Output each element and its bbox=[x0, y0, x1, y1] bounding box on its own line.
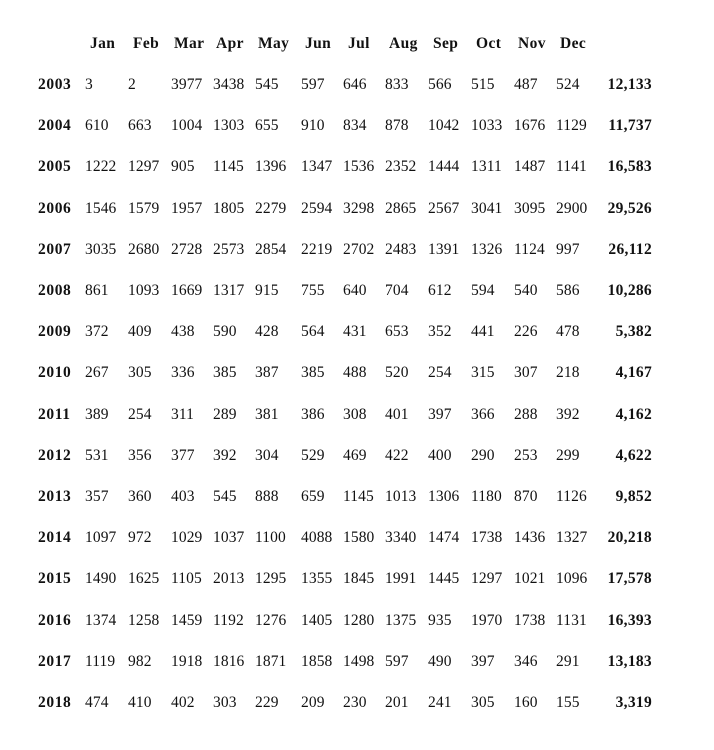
year-label: 2004 bbox=[38, 117, 72, 134]
month-value: 218 bbox=[556, 364, 580, 381]
month-value: 387 bbox=[255, 364, 279, 381]
month-value: 290 bbox=[471, 447, 495, 464]
month-value: 2279 bbox=[255, 200, 287, 217]
year-label: 2007 bbox=[38, 241, 72, 258]
month-value: 2680 bbox=[128, 241, 160, 258]
month-value: 1192 bbox=[213, 612, 244, 629]
month-value: 401 bbox=[385, 406, 409, 423]
month-value: 1374 bbox=[85, 612, 117, 629]
month-value: 590 bbox=[213, 323, 237, 340]
year-label: 2016 bbox=[38, 612, 72, 629]
month-value: 438 bbox=[171, 323, 195, 340]
month-value: 1391 bbox=[428, 241, 460, 258]
month-value: 254 bbox=[128, 406, 152, 423]
month-value: 612 bbox=[428, 282, 452, 299]
month-value: 253 bbox=[514, 447, 538, 464]
month-value: 1970 bbox=[471, 612, 503, 629]
year-label: 2009 bbox=[38, 323, 72, 340]
year-total: 5,382 bbox=[615, 323, 652, 340]
year-total: 16,393 bbox=[607, 612, 652, 629]
month-value: 2483 bbox=[385, 241, 417, 258]
year-label: 2017 bbox=[38, 653, 72, 670]
month-value: 2352 bbox=[385, 158, 417, 175]
month-value: 1459 bbox=[171, 612, 203, 629]
month-value: 305 bbox=[471, 694, 495, 711]
month-value: 1297 bbox=[471, 570, 503, 587]
month-value: 597 bbox=[385, 653, 409, 670]
month-value: 3438 bbox=[213, 76, 245, 93]
year-total: 16,583 bbox=[607, 158, 652, 175]
month-value: 1141 bbox=[556, 158, 587, 175]
month-value: 1375 bbox=[385, 612, 417, 629]
month-value: 1306 bbox=[428, 488, 460, 505]
year-total: 4,167 bbox=[615, 364, 652, 381]
month-value: 1124 bbox=[514, 241, 545, 258]
month-value: 372 bbox=[85, 323, 109, 340]
year-total: 4,622 bbox=[615, 447, 652, 464]
month-value: 1487 bbox=[514, 158, 546, 175]
month-value: 3 bbox=[85, 76, 93, 93]
month-value: 422 bbox=[385, 447, 409, 464]
year-total: 26,112 bbox=[608, 241, 652, 258]
month-value: 1145 bbox=[213, 158, 244, 175]
month-value: 529 bbox=[301, 447, 325, 464]
month-value: 254 bbox=[428, 364, 452, 381]
month-value: 704 bbox=[385, 282, 409, 299]
month-value: 1498 bbox=[343, 653, 375, 670]
month-value: 1105 bbox=[171, 570, 202, 587]
year-label: 2008 bbox=[38, 282, 72, 299]
month-value: 311 bbox=[171, 406, 194, 423]
month-value: 1295 bbox=[255, 570, 287, 587]
month-value: 397 bbox=[471, 653, 495, 670]
month-value: 397 bbox=[428, 406, 452, 423]
month-value: 4088 bbox=[301, 529, 333, 546]
year-total: 9,852 bbox=[615, 488, 652, 505]
month-value: 1276 bbox=[255, 612, 287, 629]
month-value: 3977 bbox=[171, 76, 203, 93]
month-value: 410 bbox=[128, 694, 152, 711]
year-label: 2014 bbox=[38, 529, 72, 546]
month-value: 878 bbox=[385, 117, 409, 134]
month-value: 861 bbox=[85, 282, 109, 299]
month-header: Jun bbox=[305, 35, 332, 52]
month-value: 2 bbox=[128, 76, 136, 93]
month-value: 1004 bbox=[171, 117, 203, 134]
month-value: 209 bbox=[301, 694, 325, 711]
month-value: 1097 bbox=[85, 529, 117, 546]
month-value: 403 bbox=[171, 488, 195, 505]
month-value: 1845 bbox=[343, 570, 375, 587]
month-value: 478 bbox=[556, 323, 580, 340]
month-value: 1918 bbox=[171, 653, 203, 670]
month-header: Sep bbox=[433, 35, 459, 52]
month-value: 441 bbox=[471, 323, 495, 340]
month-value: 1580 bbox=[343, 529, 375, 546]
month-value: 520 bbox=[385, 364, 409, 381]
month-value: 2702 bbox=[343, 241, 375, 258]
month-value: 833 bbox=[385, 76, 409, 93]
year-total: 17,578 bbox=[607, 570, 652, 587]
month-value: 564 bbox=[301, 323, 325, 340]
month-value: 905 bbox=[171, 158, 195, 175]
month-value: 1445 bbox=[428, 570, 460, 587]
month-value: 1258 bbox=[128, 612, 160, 629]
month-value: 531 bbox=[85, 447, 109, 464]
month-value: 1145 bbox=[343, 488, 374, 505]
month-value: 3298 bbox=[343, 200, 375, 217]
month-value: 160 bbox=[514, 694, 538, 711]
month-value: 653 bbox=[385, 323, 409, 340]
month-value: 1676 bbox=[514, 117, 546, 134]
month-value: 1347 bbox=[301, 158, 333, 175]
month-value: 1326 bbox=[471, 241, 503, 258]
month-value: 289 bbox=[213, 406, 237, 423]
month-value: 655 bbox=[255, 117, 279, 134]
month-value: 1816 bbox=[213, 653, 245, 670]
month-value: 2573 bbox=[213, 241, 245, 258]
month-value: 982 bbox=[128, 653, 152, 670]
year-total: 20,218 bbox=[607, 529, 652, 546]
month-header: Apr bbox=[216, 35, 244, 52]
month-header: Jul bbox=[348, 35, 370, 52]
month-value: 308 bbox=[343, 406, 367, 423]
year-label: 2011 bbox=[38, 406, 71, 423]
year-total: 13,183 bbox=[607, 653, 652, 670]
year-label: 2018 bbox=[38, 694, 72, 711]
month-value: 1327 bbox=[556, 529, 588, 546]
month-header: Nov bbox=[518, 35, 546, 52]
month-header: May bbox=[258, 35, 290, 52]
month-value: 646 bbox=[343, 76, 367, 93]
month-value: 385 bbox=[301, 364, 325, 381]
month-value: 1474 bbox=[428, 529, 460, 546]
month-value: 346 bbox=[514, 653, 538, 670]
month-value: 1297 bbox=[128, 158, 160, 175]
year-total: 29,526 bbox=[607, 200, 652, 217]
month-value: 1100 bbox=[255, 529, 286, 546]
year-total: 4,162 bbox=[615, 406, 652, 423]
month-value: 610 bbox=[85, 117, 109, 134]
month-value: 241 bbox=[428, 694, 452, 711]
month-value: 291 bbox=[556, 653, 580, 670]
month-value: 392 bbox=[213, 447, 237, 464]
month-value: 385 bbox=[213, 364, 237, 381]
month-value: 915 bbox=[255, 282, 279, 299]
month-value: 487 bbox=[514, 76, 538, 93]
year-label: 2010 bbox=[38, 364, 72, 381]
month-value: 3035 bbox=[85, 241, 117, 258]
month-value: 303 bbox=[213, 694, 237, 711]
month-value: 1096 bbox=[556, 570, 588, 587]
month-value: 2854 bbox=[255, 241, 287, 258]
month-value: 392 bbox=[556, 406, 580, 423]
month-value: 972 bbox=[128, 529, 152, 546]
month-value: 1317 bbox=[213, 282, 245, 299]
month-value: 1013 bbox=[385, 488, 417, 505]
month-value: 566 bbox=[428, 76, 452, 93]
month-value: 3095 bbox=[514, 200, 546, 217]
month-value: 230 bbox=[343, 694, 367, 711]
month-value: 1033 bbox=[471, 117, 503, 134]
year-total: 12,133 bbox=[607, 76, 652, 93]
month-value: 357 bbox=[85, 488, 109, 505]
month-value: 352 bbox=[428, 323, 452, 340]
month-value: 1180 bbox=[471, 488, 502, 505]
month-value: 307 bbox=[514, 364, 538, 381]
month-value: 1037 bbox=[213, 529, 245, 546]
month-value: 515 bbox=[471, 76, 495, 93]
month-value: 226 bbox=[514, 323, 538, 340]
month-value: 594 bbox=[471, 282, 495, 299]
month-value: 428 bbox=[255, 323, 279, 340]
month-value: 1311 bbox=[471, 158, 502, 175]
month-header: Feb bbox=[133, 35, 160, 52]
month-header: Oct bbox=[476, 35, 502, 52]
month-value: 663 bbox=[128, 117, 152, 134]
month-value: 474 bbox=[85, 694, 109, 711]
month-value: 1131 bbox=[556, 612, 587, 629]
month-value: 431 bbox=[343, 323, 367, 340]
month-value: 1405 bbox=[301, 612, 333, 629]
month-value: 1280 bbox=[343, 612, 375, 629]
month-value: 304 bbox=[255, 447, 279, 464]
month-value: 201 bbox=[385, 694, 409, 711]
month-value: 377 bbox=[171, 447, 195, 464]
month-value: 299 bbox=[556, 447, 580, 464]
month-value: 1490 bbox=[85, 570, 117, 587]
month-value: 3340 bbox=[385, 529, 417, 546]
month-header: Aug bbox=[389, 35, 418, 52]
month-value: 1222 bbox=[85, 158, 117, 175]
month-value: 2728 bbox=[171, 241, 203, 258]
month-value: 305 bbox=[128, 364, 152, 381]
year-total: 10,286 bbox=[607, 282, 652, 299]
month-value: 1805 bbox=[213, 200, 245, 217]
month-value: 2900 bbox=[556, 200, 588, 217]
month-header: Jan bbox=[90, 35, 116, 52]
month-value: 402 bbox=[171, 694, 195, 711]
month-value: 267 bbox=[85, 364, 109, 381]
month-value: 155 bbox=[556, 694, 580, 711]
month-value: 1021 bbox=[514, 570, 546, 587]
month-value: 935 bbox=[428, 612, 452, 629]
month-value: 2594 bbox=[301, 200, 333, 217]
month-value: 1536 bbox=[343, 158, 375, 175]
year-total: 11,737 bbox=[608, 117, 652, 134]
month-value: 1093 bbox=[128, 282, 160, 299]
month-value: 755 bbox=[301, 282, 325, 299]
month-value: 366 bbox=[471, 406, 495, 423]
year-label: 2005 bbox=[38, 158, 72, 175]
month-value: 1042 bbox=[428, 117, 460, 134]
month-value: 997 bbox=[556, 241, 580, 258]
month-value: 288 bbox=[514, 406, 538, 423]
month-value: 356 bbox=[128, 447, 152, 464]
month-value: 2219 bbox=[301, 241, 333, 258]
year-label: 2003 bbox=[38, 76, 72, 93]
month-value: 1119 bbox=[85, 653, 116, 670]
month-value: 1738 bbox=[471, 529, 503, 546]
month-value: 910 bbox=[301, 117, 325, 134]
month-value: 1444 bbox=[428, 158, 460, 175]
month-value: 1625 bbox=[128, 570, 160, 587]
month-value: 360 bbox=[128, 488, 152, 505]
month-header: Mar bbox=[174, 35, 205, 52]
month-value: 2013 bbox=[213, 570, 245, 587]
year-label: 2006 bbox=[38, 200, 72, 217]
month-value: 336 bbox=[171, 364, 195, 381]
month-value: 1579 bbox=[128, 200, 160, 217]
month-value: 1669 bbox=[171, 282, 203, 299]
month-value: 1436 bbox=[514, 529, 546, 546]
month-value: 386 bbox=[301, 406, 325, 423]
month-value: 1396 bbox=[255, 158, 287, 175]
month-value: 888 bbox=[255, 488, 279, 505]
year-label: 2013 bbox=[38, 488, 72, 505]
year-total: 3,319 bbox=[615, 694, 652, 711]
month-value: 640 bbox=[343, 282, 367, 299]
month-header: Dec bbox=[560, 35, 587, 52]
month-value: 2865 bbox=[385, 200, 417, 217]
month-value: 834 bbox=[343, 117, 367, 134]
month-value: 1029 bbox=[171, 529, 203, 546]
year-label: 2015 bbox=[38, 570, 72, 587]
month-value: 1858 bbox=[301, 653, 333, 670]
month-value: 545 bbox=[255, 76, 279, 93]
year-label: 2012 bbox=[38, 447, 72, 464]
month-value: 400 bbox=[428, 447, 452, 464]
month-value: 1738 bbox=[514, 612, 546, 629]
month-value: 229 bbox=[255, 694, 279, 711]
month-value: 3041 bbox=[471, 200, 503, 217]
month-value: 540 bbox=[514, 282, 538, 299]
month-value: 1126 bbox=[556, 488, 587, 505]
month-value: 389 bbox=[85, 406, 109, 423]
month-value: 1991 bbox=[385, 570, 417, 587]
month-value: 2567 bbox=[428, 200, 460, 217]
month-value: 870 bbox=[514, 488, 538, 505]
month-value: 409 bbox=[128, 323, 152, 340]
month-value: 490 bbox=[428, 653, 452, 670]
month-value: 381 bbox=[255, 406, 279, 423]
month-value: 659 bbox=[301, 488, 325, 505]
month-value: 469 bbox=[343, 447, 367, 464]
month-value: 586 bbox=[556, 282, 580, 299]
month-value: 1957 bbox=[171, 200, 203, 217]
month-value: 1546 bbox=[85, 200, 117, 217]
month-value: 1303 bbox=[213, 117, 245, 134]
month-value: 1129 bbox=[556, 117, 587, 134]
month-value: 488 bbox=[343, 364, 367, 381]
month-value: 1355 bbox=[301, 570, 333, 587]
month-value: 597 bbox=[301, 76, 325, 93]
month-value: 524 bbox=[556, 76, 580, 93]
month-value: 315 bbox=[471, 364, 495, 381]
month-value: 545 bbox=[213, 488, 237, 505]
month-value: 1871 bbox=[255, 653, 287, 670]
